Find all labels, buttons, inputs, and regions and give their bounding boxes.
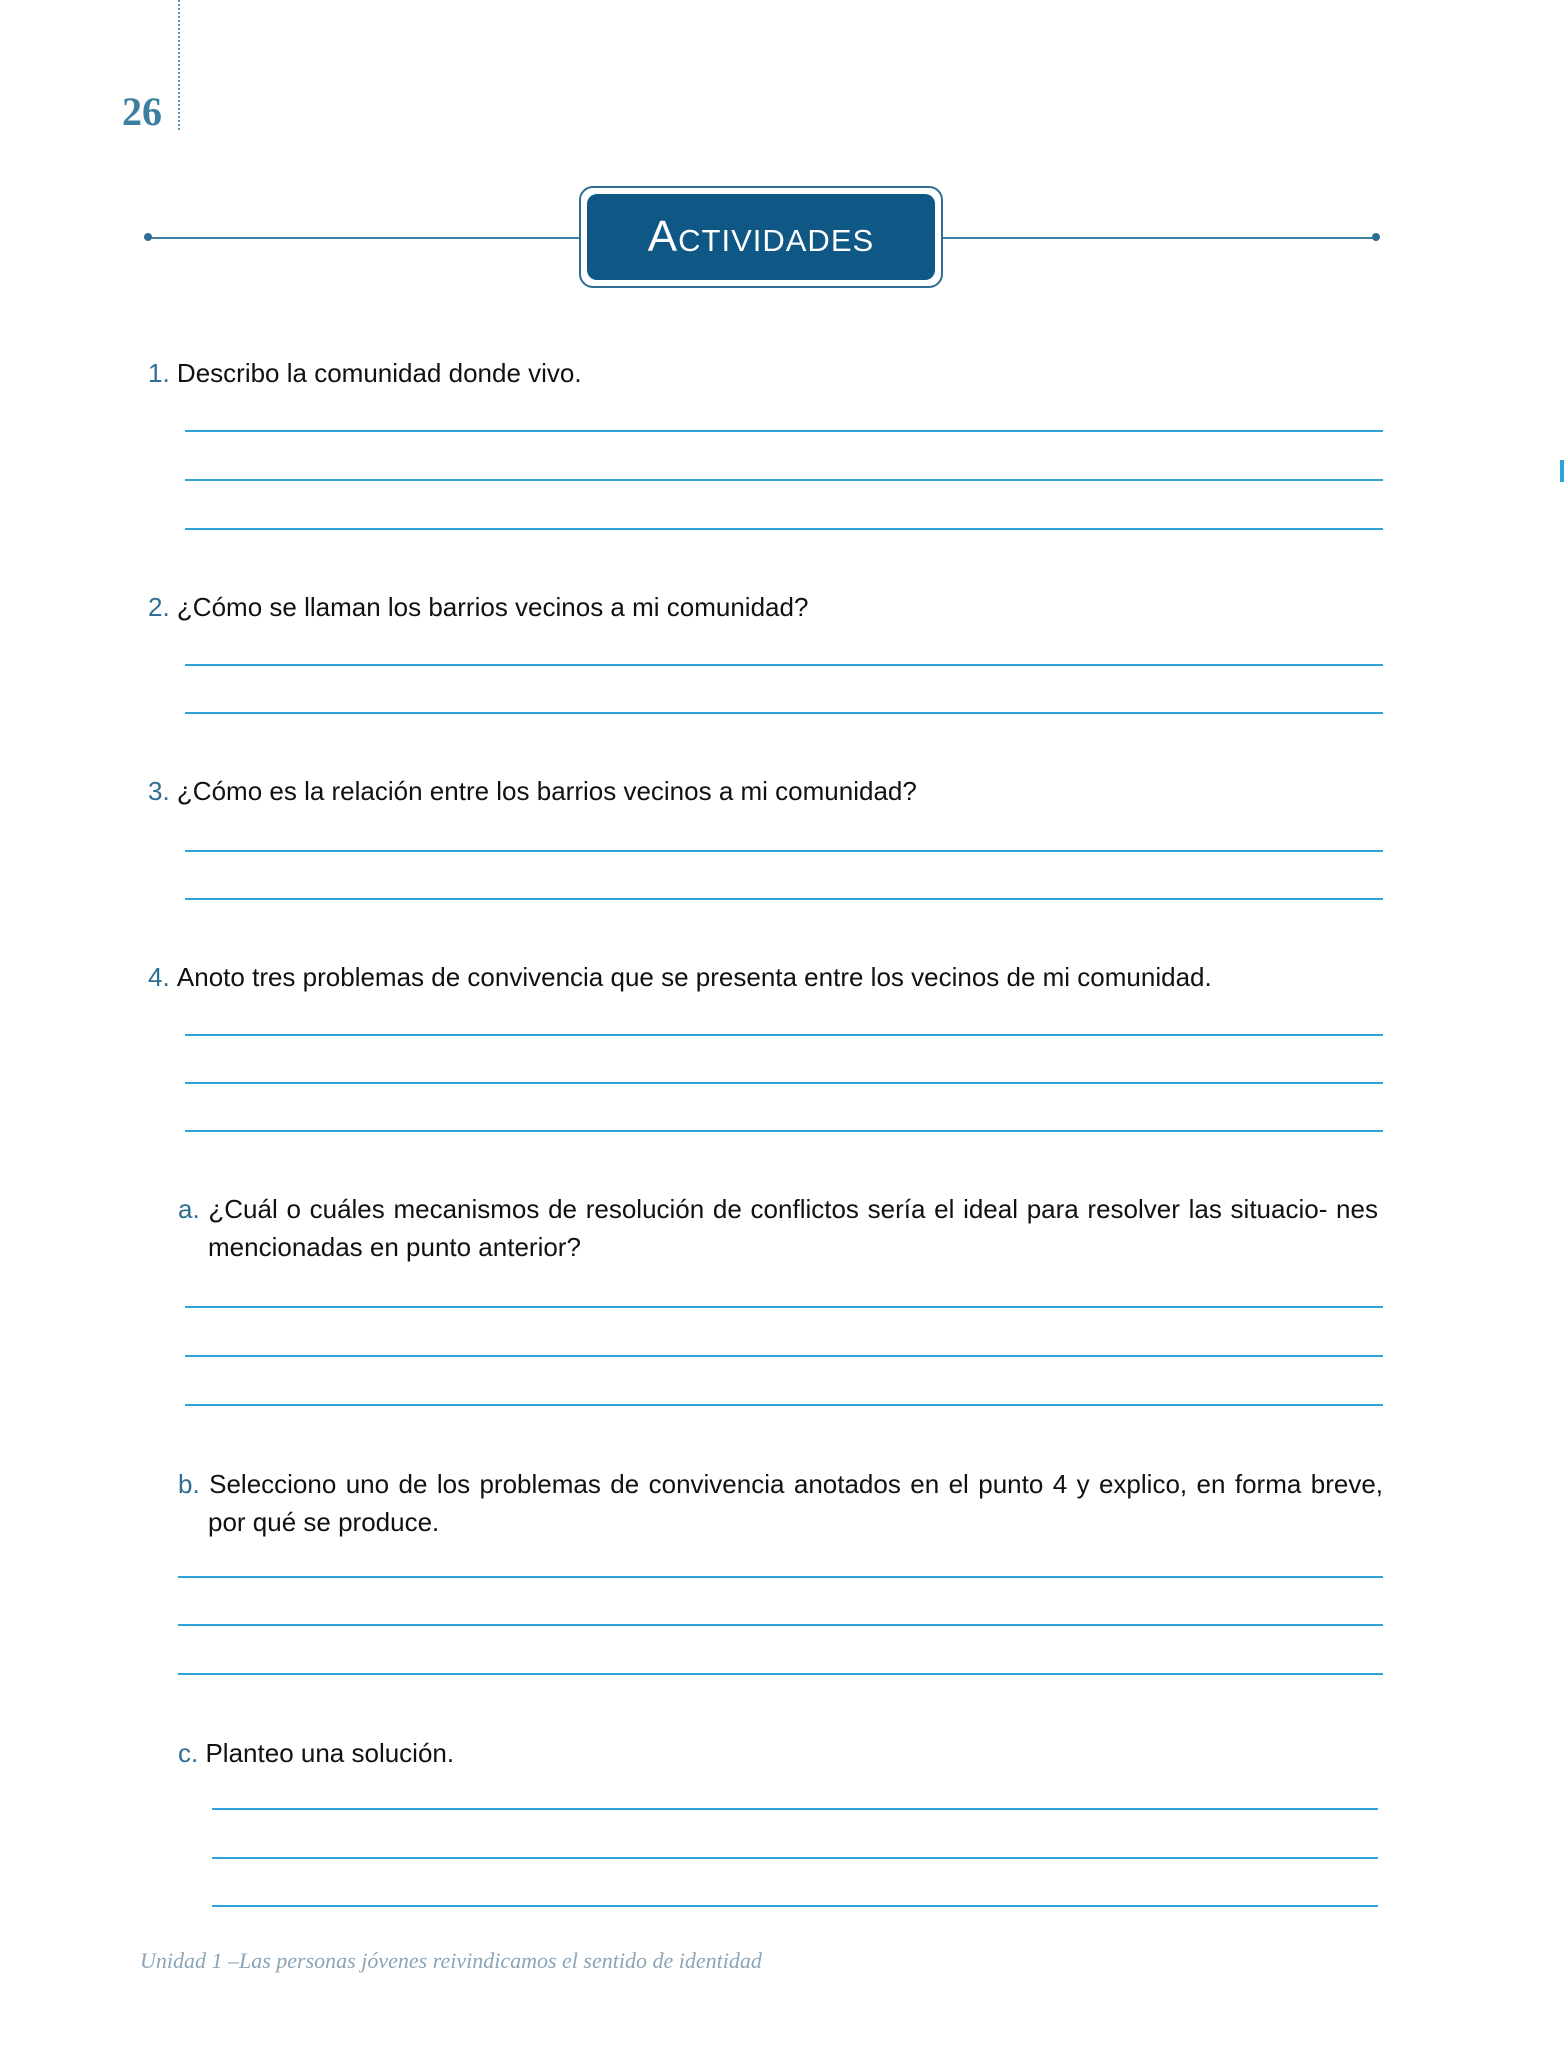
answer-line[interactable]: [185, 712, 1383, 714]
answer-line[interactable]: [185, 898, 1383, 900]
subquestion-letter: c.: [178, 1738, 199, 1768]
subquestion-text: ¿Cuál o cuáles mecanismos de resolución de conflictos sería el ideal para resolver las situacio- nes mencionadas en punto anterior?: [208, 1194, 1378, 1262]
question-text: Describo la comunidad donde vivo.: [176, 358, 582, 388]
answer-line[interactable]: [178, 1673, 1383, 1675]
answer-line[interactable]: [212, 1857, 1378, 1859]
answer-line[interactable]: [185, 1130, 1383, 1132]
answer-line[interactable]: [212, 1808, 1378, 1810]
question-2: [148, 588, 808, 626]
answer-line[interactable]: [185, 664, 1383, 666]
answer-line[interactable]: [178, 1576, 1383, 1578]
subquestion-text: Planteo una solución.: [205, 1738, 455, 1768]
question-number: 3.: [148, 776, 170, 806]
answer-line[interactable]: [185, 1404, 1383, 1406]
page-number: 26: [122, 89, 162, 134]
section-title: Actividades: [647, 212, 875, 261]
header-rule-right-dot: [1372, 233, 1380, 241]
subquestion-letter: a.: [178, 1194, 200, 1224]
subquestion-b: [178, 1465, 1383, 1541]
section-badge: [579, 186, 943, 288]
subquestion-text: Selecciono uno de los problemas de convivencia anotados en el punto 4 y explico, en forma breve, por qué se produce.: [208, 1469, 1383, 1537]
question-1: [148, 354, 582, 392]
header-rule-left: [148, 237, 586, 239]
question-number: 2.: [148, 592, 170, 622]
header-rule-left-dot: [144, 233, 152, 241]
answer-line[interactable]: [185, 850, 1383, 852]
answer-line[interactable]: [185, 479, 1383, 481]
question-text: Anoto tres problemas de convivencia que se presenta entre los vecinos de mi comunidad.: [176, 962, 1212, 992]
answer-line[interactable]: [185, 1306, 1383, 1308]
footer-unit-title: Unidad 1 –Las personas jóvenes reivindicamos el sentido de identidad: [140, 1948, 762, 1973]
answer-line[interactable]: [185, 1355, 1383, 1357]
question-3: [148, 772, 917, 810]
question-text: ¿Cómo se llaman los barrios vecinos a mi comunidad?: [176, 592, 809, 622]
answer-line[interactable]: [212, 1905, 1378, 1907]
question-4: [148, 958, 1212, 996]
question-text: ¿Cómo es la relación entre los barrios vecinos a mi comunidad?: [176, 776, 917, 806]
dotted-margin-rule: [178, 0, 180, 130]
question-number: 1.: [148, 358, 170, 388]
section-badge-fill: [587, 194, 935, 280]
answer-line[interactable]: [178, 1624, 1383, 1626]
header-rule-right: [940, 237, 1376, 239]
subquestion-a: [178, 1190, 1378, 1266]
answer-line[interactable]: [185, 528, 1383, 530]
answer-line[interactable]: [185, 430, 1383, 432]
answer-line[interactable]: [185, 1034, 1383, 1036]
subquestion-c: [178, 1734, 1378, 1772]
answer-line[interactable]: [185, 1082, 1383, 1084]
subquestion-letter: b.: [178, 1469, 200, 1499]
question-number: 4.: [148, 962, 170, 992]
page-edge-mark: [1560, 460, 1564, 482]
